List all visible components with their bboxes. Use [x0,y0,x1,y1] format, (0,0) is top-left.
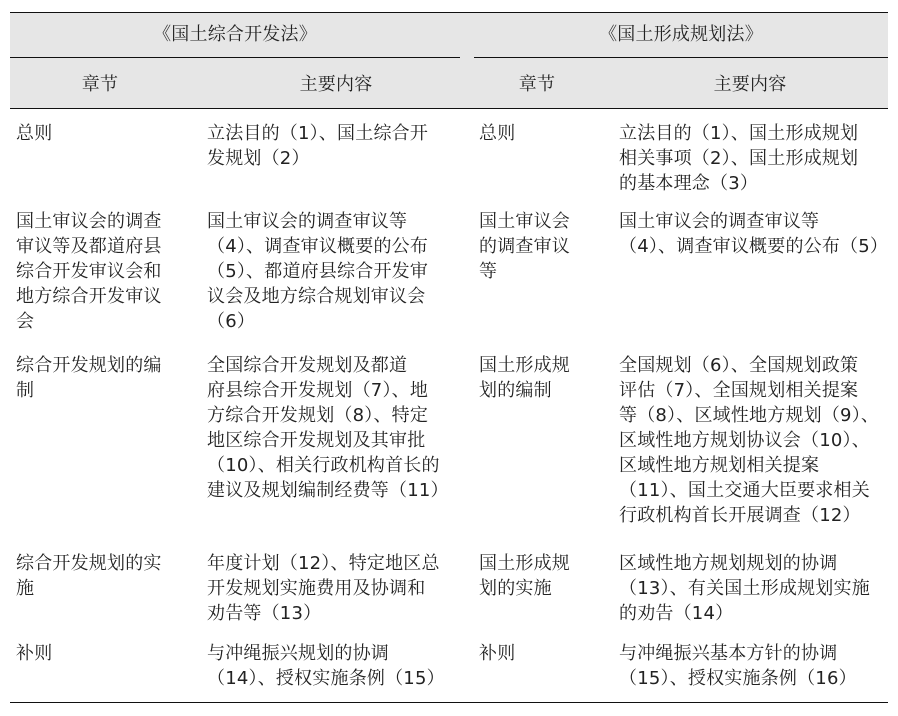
table-row-2-law1-content: 国土审议会的调查审议等 （4）、调查审议概要的公布 （5）、都道府县综合开发审 议会及地方综合规划审议会 （6） [207,211,429,332]
table-row-5-law2-chapter: 补则 [479,643,516,664]
table-row-3-law2-chapter: 国土形成规 划的编制 [479,355,570,401]
table-row-4-law1-chapter: 综合开发规划的实 施 [16,553,162,599]
law2-content-header: 主要内容 [713,74,787,95]
table-row-3-law1-content: 全国综合开发规划及都道 府县综合开发规划（7）、地 方综合开发规划（8）、特定 地区综合开发规划及其审批 （10）、相关行政机构首长的 建议及规划编制经费等（11） [207,355,449,501]
table-row-2-law2-chapter: 国土审议会 的调查审议 等 [479,211,570,282]
table-row-5-law2-content: 与冲绳振兴基本方针的协调 （15）、授权实施条例（16） [619,643,857,689]
table-row-4-law1-content: 年度计划（12）、特定地区总 开发规划实施费用及协调和 劝告等（13） [207,553,440,624]
law1-title: 《国土综合开发法》 [153,24,317,45]
table-row-4-law2-chapter: 国土形成规 划的实施 [479,553,570,599]
table-row-5-law1-content: 与冲绳振兴规划的协调 （14）、授权实施条例（15） [207,643,445,689]
table-row-1-law1-content: 立法目的（1）、国土综合开 发规划（2） [207,123,429,169]
top-rule [10,12,888,13]
law2-chapter-header: 章节 [518,74,556,95]
table-row-5-law1-chapter: 补则 [16,643,53,664]
header-bottom-rule [10,108,888,109]
table-row-2-law1-chapter: 国土审议会的调查 审议等及都道府县 综合开发审议会和 地方综合开发审议 会 [16,211,162,332]
table-row-1-law2-chapter: 总则 [479,123,516,144]
table-row-3-law1-chapter: 综合开发规划的编 制 [16,355,162,401]
table-row-1-law1-chapter: 总则 [16,123,53,144]
law-title-rule-right [474,57,888,58]
table-row-3-law2-content: 全国规划（6）、全国规划政策 评估（7）、全国规划相关提案 等（8）、区域性地方规划（9）、 区域性地方规划协议会（10）、 区域性地方规划相关提案 （11）、国土交通大臣要求相关 行政机构首长开展调查（12） [619,355,880,526]
table-row-2-law2-content: 国土审议会的调查审议等 （4）、调查审议概要的公布（5） [619,211,889,257]
law1-chapter-header: 章节 [81,74,119,95]
table-row-4-law2-content: 区域性地方规划规划的协调 （13）、有关国土形成规划实施 的劝告（14） [619,553,870,624]
bottom-rule [10,702,888,703]
law1-content-header: 主要内容 [299,74,373,95]
law2-title: 《国土形成规划法》 [599,24,763,45]
law-title-rule-left [10,57,460,58]
table-row-1-law2-content: 立法目的（1）、国土形成规划 相关事项（2）、国土形成规划 的基本理念（3） [619,123,859,194]
